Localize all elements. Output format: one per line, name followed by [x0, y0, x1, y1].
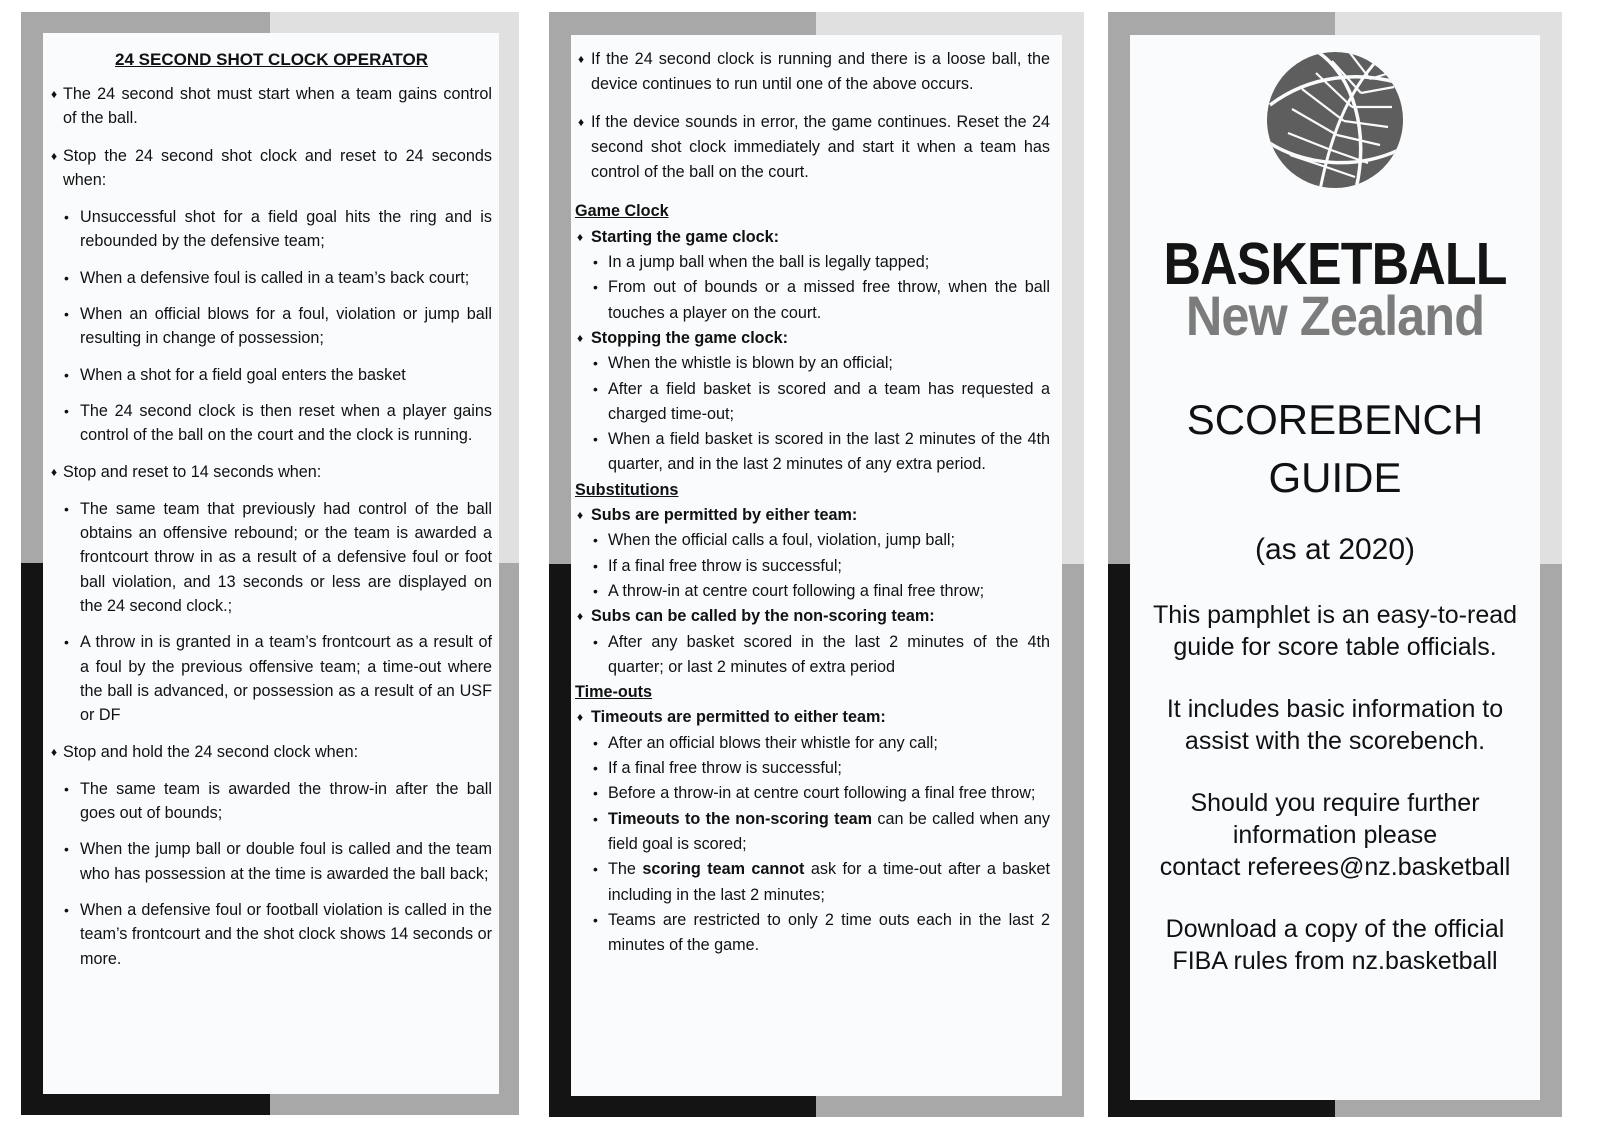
- bullet-icon: •: [593, 380, 598, 397]
- download-paragraph: Download a copy of the official FIBA rules from nz.basketball: [1165, 915, 1505, 975]
- contact-paragraph: Should you require further information please contact referees@nz.basketball: [1159, 789, 1511, 881]
- diamond-icon: ♦: [578, 52, 585, 66]
- list-item: • If a final free throw is successful;: [575, 756, 1050, 781]
- bullet-icon: •: [64, 402, 69, 419]
- list-item: • The scoring team cannot ask for a time-out after a basket including in the last 2 minutes;: [575, 857, 1050, 908]
- bullet-icon: •: [593, 734, 598, 751]
- bullet-icon: •: [64, 780, 69, 797]
- bullet-icon: •: [593, 582, 598, 599]
- diamond-icon: ♦: [577, 229, 584, 244]
- diamond-icon: ♦: [51, 87, 58, 101]
- panel-content: [1130, 35, 1540, 1100]
- list-item: ♦ The 24 second shot must start when a team gains control of the ball.: [51, 82, 492, 131]
- logo-wordmark-line1: BASKETBALL: [1163, 231, 1507, 297]
- diamond-icon: ♦: [577, 330, 584, 345]
- list-item: • After an official blows their whistle for any call;: [575, 731, 1050, 756]
- list-item: • Teams are restricted to only 2 time outs each in the last 2 minutes of the game.: [575, 908, 1050, 959]
- diamond-icon: ♦: [577, 710, 584, 725]
- intro-paragraph: This pamphlet is an easy-to-read guide for score table officials.: [1152, 601, 1518, 661]
- diamond-icon: ♦: [51, 744, 58, 759]
- bullet-icon: •: [64, 902, 69, 919]
- bullet-icon: •: [64, 269, 69, 286]
- list-item: • The same team is awarded the throw-in after the ball goes out of bounds;: [51, 777, 492, 826]
- list-item: • Unsuccessful shot for a field goal hits the ring and is rebounded by the defensive team;: [51, 205, 492, 254]
- bullet-icon: •: [593, 431, 598, 448]
- diamond-icon: ♦: [577, 508, 584, 523]
- bullet-icon: •: [593, 861, 598, 878]
- panel-content: [43, 33, 499, 1094]
- diamond-icon: ♦: [51, 464, 58, 479]
- panel-cover: [1108, 12, 1562, 1117]
- fern-basketball-icon: [1260, 45, 1410, 195]
- bullet-icon: •: [593, 279, 598, 296]
- bullet-icon: •: [593, 810, 598, 827]
- bullet-icon: •: [593, 911, 598, 928]
- panel-content: [571, 35, 1062, 1096]
- bullet-icon: •: [593, 355, 598, 372]
- list-item: • When the whistle is blown by an official;: [575, 351, 1050, 376]
- list-item: • When an official blows for a foul, violation or jump ball resulting in change of possession;: [51, 302, 492, 351]
- shot-clock-list: [51, 82, 492, 971]
- info-paragraph: It includes basic information to assist with the scorebench.: [1166, 695, 1504, 755]
- bullet-icon: •: [593, 254, 598, 271]
- list-item: • From out of bounds or a missed free throw, when the ball touches a player on the court.: [575, 275, 1050, 326]
- list-item: • The same team that previously had control of the ball obtains an offensive rebound; or the team is awarded a frontcourt throw in as a result of a defensive foul or foot ball violation, and 13 seconds or less are displayed on the 24 second clock.;: [51, 497, 492, 618]
- list-item: • After a field basket is scored and a team has requested a charged time-out;: [575, 377, 1050, 428]
- bullet-icon: •: [593, 760, 598, 777]
- panel-game-clock: [549, 12, 1084, 1117]
- date-label: (as at 2020): [1254, 533, 1416, 566]
- bullet-icon: •: [593, 557, 598, 574]
- list-item: • In a jump ball when the ball is legally tapped;: [575, 250, 1050, 275]
- diamond-icon: ♦: [51, 148, 58, 163]
- subheading: ♦ Subs can be called by the non-scoring team:: [575, 604, 1050, 629]
- list-item: • When a shot for a field goal enters the basket: [51, 363, 492, 387]
- panel-shot-clock: [21, 12, 519, 1115]
- subheading: ♦ Subs are permitted by either team:: [575, 503, 1050, 528]
- bullet-icon: •: [64, 500, 69, 517]
- list-item: • The 24 second clock is then reset when a player gains control of the ball on the court and the clock is running.: [51, 399, 492, 448]
- heading-substitutions: Substitutions: [575, 480, 679, 499]
- list-item: • Before a throw-in at centre court following a final free throw;: [575, 781, 1050, 806]
- list-item: • When a defensive foul or football violation is called in the team’s frontcourt and the shot clock shows 14 seconds or more.: [51, 898, 492, 971]
- bullet-icon: •: [64, 634, 69, 651]
- logo-wordmark-line2: New Zealand: [1185, 284, 1485, 347]
- bullet-icon: •: [64, 306, 69, 323]
- subheading: ♦ Starting the game clock:: [575, 225, 1050, 250]
- list-item: • After any basket scored in the last 2 minutes of the 4th quarter; or last 2 minutes of extra period: [575, 630, 1050, 681]
- logo: [1130, 45, 1540, 195]
- list-item: • When the jump ball or double foul is called and the team who has possession at the time is awarded the ball back;: [51, 837, 492, 886]
- list-item: ♦ If the 24 second clock is running and there is a loose ball, the device continues to run until one of the above occurs.: [575, 47, 1050, 98]
- bullet-icon: •: [64, 366, 69, 383]
- list-item: • A throw-in at centre court following a final free throw;: [575, 579, 1050, 604]
- subheading: ♦ Timeouts are permitted to either team:: [575, 705, 1050, 730]
- list-item: ♦ Stop and reset to 14 seconds when:: [51, 460, 492, 484]
- heading-game-clock: Game Clock: [575, 202, 669, 221]
- list-item: • When a field basket is scored in the last 2 minutes of the 4th quarter, and in the last 2 minutes of any extra period.: [575, 427, 1050, 478]
- page-title: SCOREBENCH GUIDE: [1186, 396, 1484, 501]
- list-item: • Timeouts to the non-scoring team can be called when any field goal is scored;: [575, 807, 1050, 858]
- section-title: 24 SECOND SHOT CLOCK OPERATOR: [115, 50, 428, 69]
- heading-timeouts: Time-outs: [575, 683, 653, 702]
- subheading: ♦ Stopping the game clock:: [575, 326, 1050, 351]
- bullet-icon: •: [64, 841, 69, 858]
- bullet-icon: •: [64, 209, 69, 226]
- diamond-icon: ♦: [578, 114, 585, 129]
- list-item: • When a defensive foul is called in a team’s back court;: [51, 266, 492, 290]
- list-item: ♦ Stop the 24 second shot clock and reset to 24 seconds when:: [51, 144, 492, 193]
- list-item: ♦ Stop and hold the 24 second clock when:: [51, 740, 492, 764]
- list-item: • If a final free throw is successful;: [575, 554, 1050, 579]
- diamond-icon: ♦: [577, 609, 584, 624]
- list-item: • When the official calls a foul, violation, jump ball;: [575, 528, 1050, 553]
- list-item: • A throw in is granted in a team’s frontcourt as a result of a foul by the previous offensive team; a time-out where the ball is advanced, or possession as a result of an USF or DF: [51, 630, 492, 727]
- bullet-icon: •: [593, 785, 598, 802]
- bullet-icon: •: [593, 532, 598, 549]
- list-item: ♦ If the device sounds in error, the game continues. Reset the 24 second shot clock immediately and start it when a team has control of the ball on the court.: [575, 110, 1050, 186]
- bullet-icon: •: [593, 633, 598, 650]
